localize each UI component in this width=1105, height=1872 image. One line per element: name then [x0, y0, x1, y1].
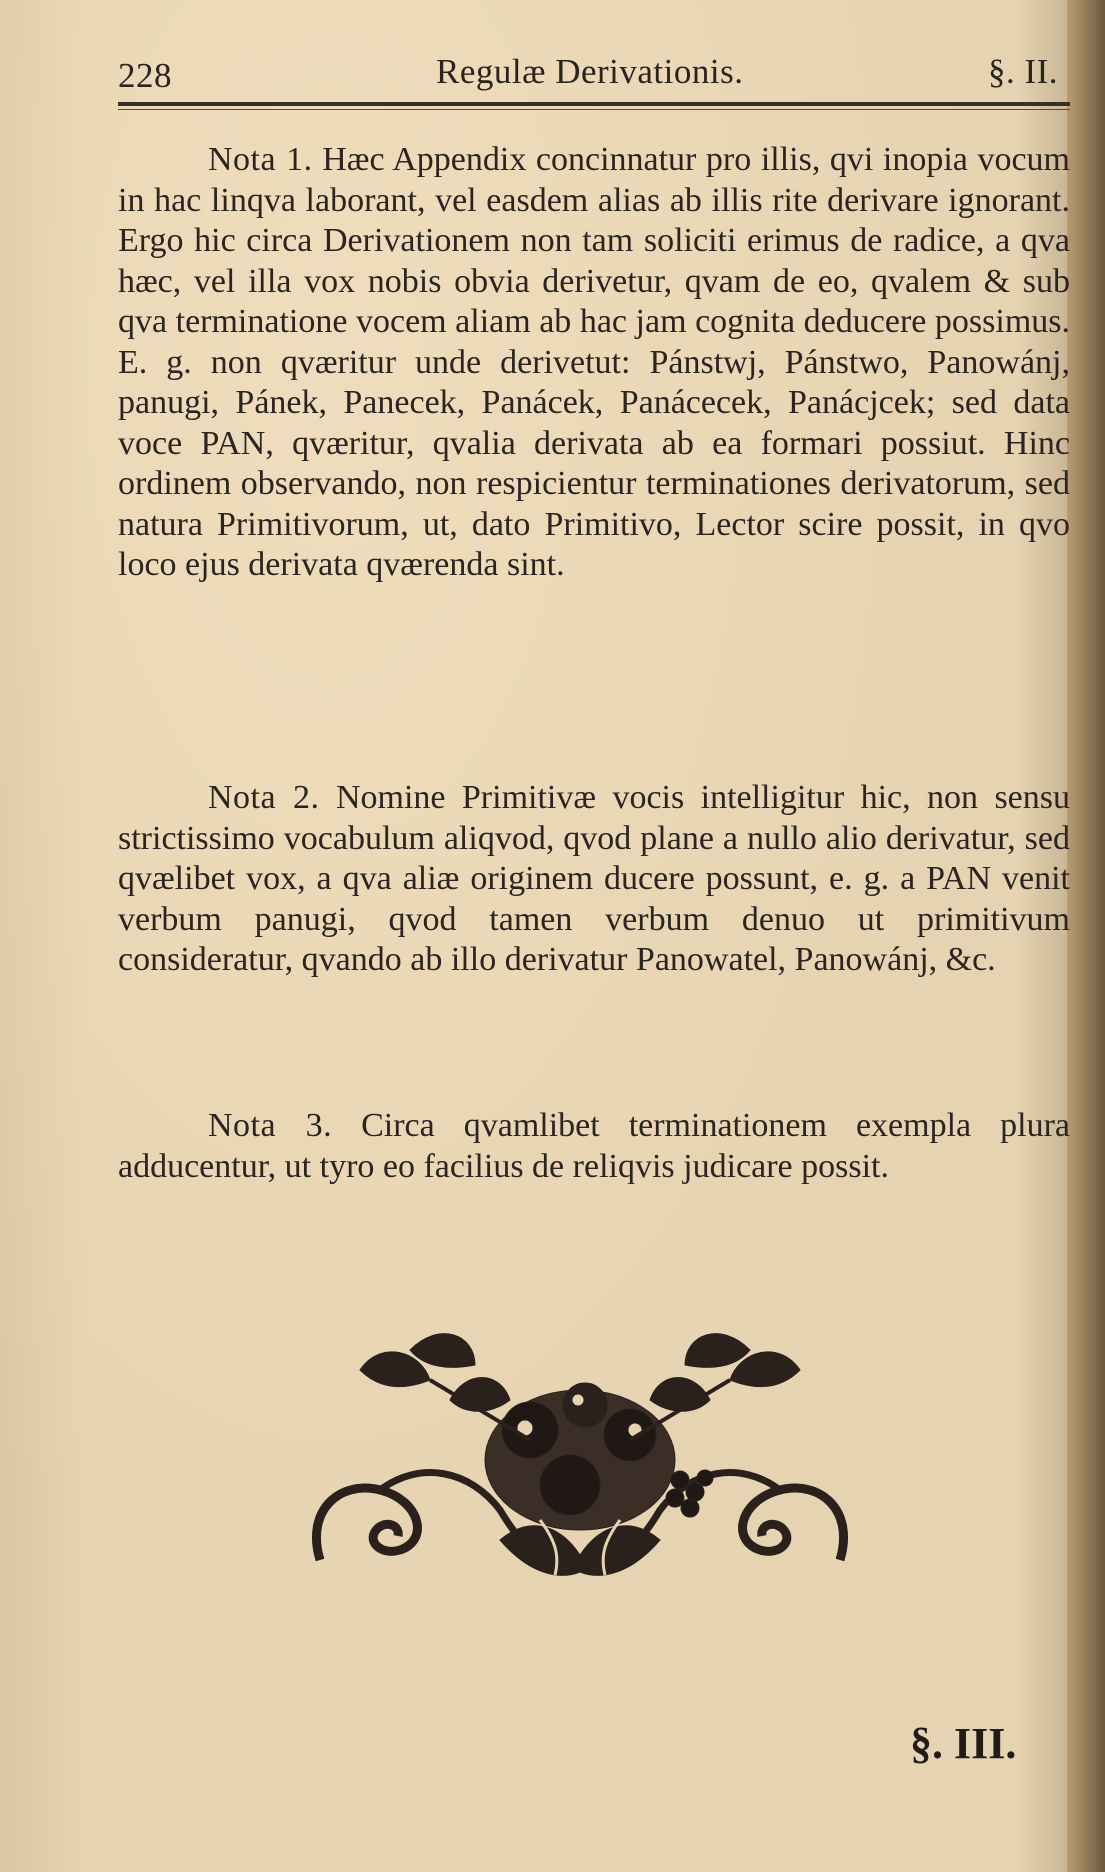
section-mark: §. II.	[987, 52, 1058, 91]
running-head	[118, 52, 1068, 102]
header-rule-thin	[118, 109, 1070, 110]
note-text: Hæc Appendix concinnatur pro illis, qvi inopia vocum in hac linqva laborant, vel easdem alias ab illis rite derivare ignorant. Ergo hic circa Derivationem non tam soliciti erimus de radice, a qva hæc, vel illa vox nobis obvia derivetur, qvam de eo, qvalem & sub qva terminatione vocem aliam ab hac jam cognita deducere possimus. E. g. non qværitur unde derivetut: Pánstwj, Pánstwo, Panowánj, panugi, Pánek, Panecek, Panácek, Panácecek, Panácjcek; sed data voce PAN, qværitur, qvalia derivata ab ea formari possiut. Hinc ordinem observando, non respicientur terminationes derivatorum, sed natura Primitivorum, ut, dato Primitivo, Lector scire possit, in qvo loco ejus derivata qværenda sint.	[118, 141, 1070, 583]
note-label: Nota 2.	[208, 779, 320, 816]
running-title: Regulæ Derivationis.	[436, 52, 744, 91]
note-paragraph	[118, 140, 1070, 586]
note-text: Circa qvamlibet terminationem exempla plura adducentur, ut tyro eo facilius de reliqvis judicare possit.	[118, 1107, 1070, 1185]
page-number: 228	[118, 56, 172, 95]
note-text: Nomine Primitivæ vocis intelligitur hic, non sensu strictissimo vocabulum aliqvod, qvod plane a nullo alio derivatur, sed qvælibet vox, a qva aliæ originem ducere possunt, e. g. a PAN venit verbum panugi, qvod tamen verbum denuo ut primitivum consideratur, qvando ab illo derivatur Panowatel, Panowánj, &c.	[118, 779, 1071, 978]
catchword: §. III.	[910, 1719, 1017, 1768]
header-rule	[118, 102, 1070, 106]
floral-vignette-icon	[300, 1310, 860, 1590]
note-label: Nota 1.	[208, 141, 313, 178]
note-label: Nota 3.	[208, 1107, 333, 1144]
note-paragraph	[118, 778, 1070, 981]
page-edge	[1067, 0, 1105, 1872]
note-paragraph	[118, 1106, 1070, 1187]
